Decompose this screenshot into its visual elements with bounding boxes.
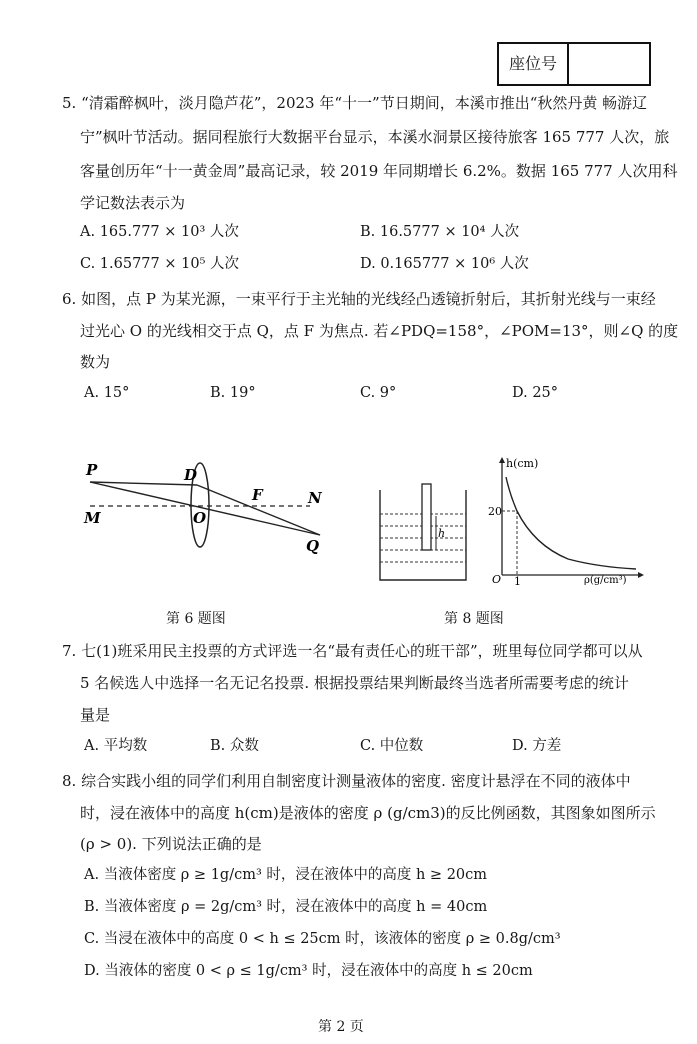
q7-option-d: D. 方差 bbox=[512, 738, 562, 754]
q6-line-2: 过光心 O 的光线相交于点 Q，点 F 为焦点. 若∠PDQ=158°，∠POM=13°，则∠Q 的度 bbox=[80, 322, 679, 340]
q6-line-1: 6. 如图，点 P 为某光源，一束平行于主光轴的光线经凸透镜折射后，其折射光线与一束经 bbox=[62, 290, 656, 308]
label-m: M bbox=[84, 509, 101, 527]
q6-option-b: B. 19° bbox=[210, 385, 256, 401]
label-o: O bbox=[193, 509, 207, 527]
label-p: P bbox=[86, 461, 98, 479]
q7-line-2: 5 名候选人中选择一名无记名投票. 根据投票结果判断最终当选者所需要考虑的统计 bbox=[80, 674, 629, 692]
q7-line-1: 7. 七(1)班采用民主投票的方式评选一名“最有责任心的班干部”，班里每位同学都可以从 bbox=[62, 642, 643, 660]
q7-line-3: 量是 bbox=[80, 706, 111, 724]
figure-q8-container bbox=[374, 460, 484, 585]
q6-option-c: C. 9° bbox=[360, 385, 397, 401]
inverse-curve bbox=[506, 477, 636, 569]
label-n: N bbox=[308, 489, 322, 507]
q5-line-4: 学记数法表示为 bbox=[80, 194, 186, 212]
q6-line-3: 数为 bbox=[80, 353, 111, 371]
q5-option-b: B. 16.5777 × 10⁴ 人次 bbox=[360, 224, 520, 240]
origin-label: O bbox=[492, 573, 502, 585]
q8-line-2: 时，浸在液体中的高度 h(cm)是液体的密度 ρ (g/cm3)的反比例函数，其图象如图所示 bbox=[80, 804, 656, 822]
q8-line-3: (ρ > 0). 下列说法正确的是 bbox=[80, 835, 262, 853]
label-f: F bbox=[252, 486, 263, 504]
ray-pd bbox=[90, 482, 197, 485]
seat-number-label: 座位号 bbox=[499, 44, 569, 84]
q7-option-c: C. 中位数 bbox=[360, 738, 424, 754]
figure-q6-lens-diagram bbox=[80, 455, 340, 565]
q7-option-b: B. 众数 bbox=[210, 738, 259, 754]
seat-number-box bbox=[497, 42, 651, 86]
q6-option-d: D. 25° bbox=[512, 385, 559, 401]
q8-option-c: C. 当浸在液体中的高度 0 < h ≤ 25cm 时，该液体的密度 ρ ≥ 0.8g/cm³ bbox=[84, 931, 561, 947]
caption-fig6: 第 6 题图 bbox=[166, 611, 226, 627]
q5-option-d: D. 0.165777 × 10⁶ 人次 bbox=[360, 256, 529, 272]
q6-option-a: A. 15° bbox=[84, 385, 130, 401]
page-number: 第 2 页 bbox=[318, 1019, 364, 1035]
y-axis-label: h(cm) bbox=[506, 457, 539, 470]
q5-option-a: A. 165.777 × 10³ 人次 bbox=[80, 224, 239, 240]
label-d: D bbox=[184, 466, 198, 484]
q8-line-1: 8. 综合实践小组的同学们利用自制密度计测量液体的密度. 密度计悬浮在不同的液体中 bbox=[62, 772, 631, 790]
q7-option-a: A. 平均数 bbox=[84, 738, 148, 754]
label-h: h bbox=[438, 527, 446, 540]
x-tick-1: 1 bbox=[514, 575, 521, 585]
q8-option-d: D. 当液体的密度 0 < ρ ≤ 1g/cm³ 时，浸在液体中的高度 h ≤ 20cm bbox=[84, 963, 533, 979]
figure-q8-graph bbox=[488, 455, 648, 585]
q8-option-a: A. 当液体密度 ρ ≥ 1g/cm³ 时，浸在液体中的高度 h ≥ 20cm bbox=[84, 867, 488, 883]
label-q: Q bbox=[306, 537, 320, 555]
q5-line-3: 客量创历年“十一黄金周”最高记录，较 2019 年同期增长 6.2%。数据 165 777 人次用科 bbox=[80, 162, 678, 180]
caption-fig8: 第 8 题图 bbox=[444, 611, 504, 627]
q8-option-b: B. 当液体密度 ρ = 2g/cm³ 时，浸在液体中的高度 h = 40cm bbox=[84, 899, 488, 915]
q5-line-1: 5. “清霜醉枫叶，淡月隐芦花”，2023 年“十一”节日期间，本溪市推出“秋然丹黄 畅游辽 bbox=[62, 94, 648, 112]
y-tick-20: 20 bbox=[488, 505, 502, 518]
q5-line-2: 宁”枫叶节活动。据同程旅行大数据平台显示，本溪水洞景区接待旅客 165 777 人次，旅 bbox=[80, 128, 670, 146]
x-axis-label: ρ(g/cm³) bbox=[584, 575, 627, 585]
q5-option-c: C. 1.65777 × 10⁵ 人次 bbox=[80, 256, 239, 272]
